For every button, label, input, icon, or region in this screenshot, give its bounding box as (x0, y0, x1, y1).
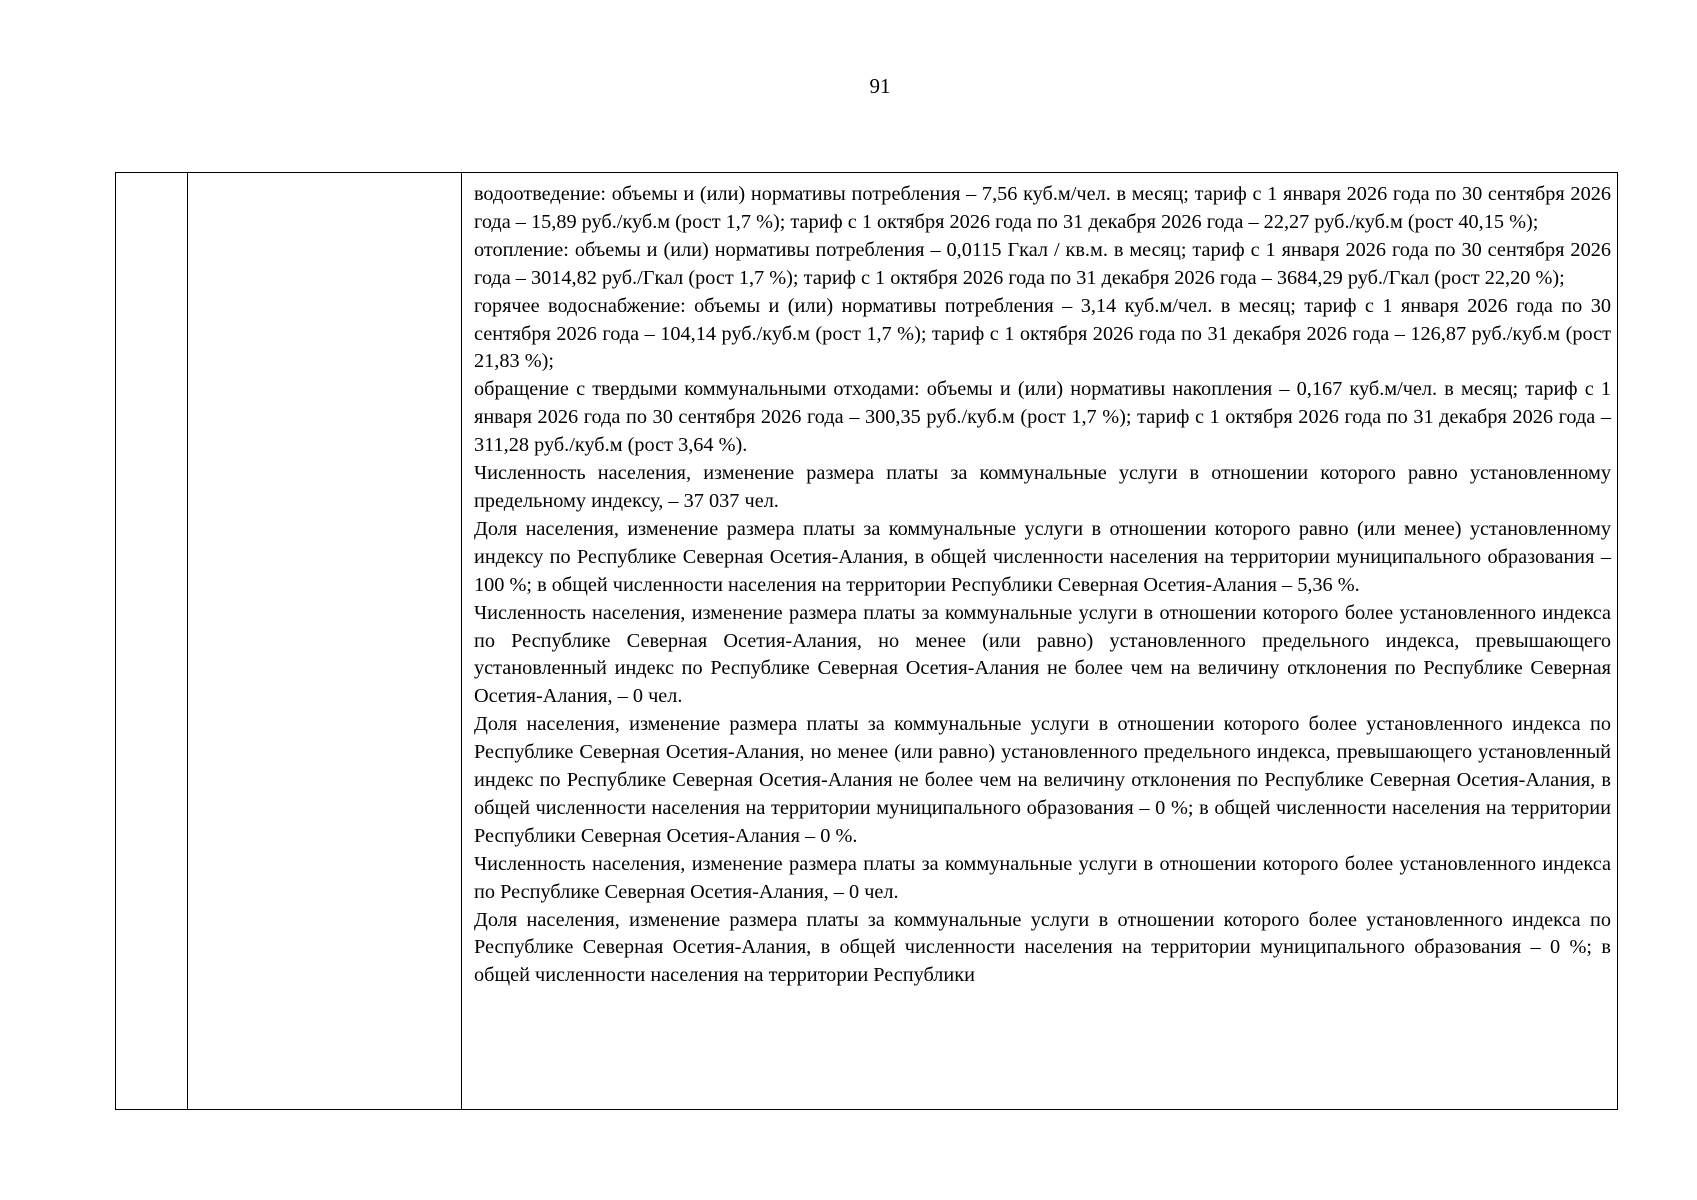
paragraph-solid-waste: обращение с твердыми коммунальными отходами: объемы и (или) нормативы накопления – 0,167 куб.м/чел. в месяц; тариф с 1 января 2026 года по 30 сентября 2026 года – 300,35 руб./куб.м (рост 1,7 %); тариф с 1 октября 2026 года по 31 декабря 2026 года –311,28 руб./куб.м (рост 3,64 %). (474, 378, 1611, 457)
table-column-number (116, 173, 188, 1109)
paragraph-population-more-index: Численность населения, изменение размера платы за коммунальные услуги в отношении которого более установленного индекса по Республике Северная Осетия-Алания, – 0 чел. (474, 852, 1611, 903)
table-column-name (188, 173, 462, 1109)
paragraph-hot-water: горячее водоснабжение: объемы и (или) нормативы потребления – 3,14 куб.м/чел. в месяц; тариф с 1 января 2026 года по 30 сентября 2026 года – 104,14 руб./куб.м (рост 1,7 %); тариф с 1 октября 2026 года по 31 декабря 2026 года – 126,87 руб./куб.м (рост 21,83 %); (474, 294, 1611, 373)
page-number: 91 (869, 74, 891, 98)
paragraph-share-above-index: Доля населения, изменение размера платы за коммунальные услуги в отношении которого более установленного индекса по Республике Северная Осетия-Алания, но менее (или равно) установленного предельного индекса, превышающего установленный индекс по Республике Северная Осетия-Алания не более чем на величину отклонения по Республике Северная Осетия-Алания, в общей численности населения на территории муниципального образования – 0 %; в общей численности населения на территории Республики Северная Осетия-Алания – 0 %. (474, 713, 1611, 847)
paragraph-share-more-index: Доля населения, изменение размера платы за коммунальные услуги в отношении которого более установленного индекса по Республике Северная Осетия-Алания, в общей численности населения на территории муниципального образования – 0 %; в общей численности населения на территории Республики (474, 908, 1611, 987)
table-column-description (462, 173, 1617, 1109)
paragraph-heating: отопление: объемы и (или) нормативы потребления – 0,0115 Гкал / кв.м. в месяц; тариф с 1 января 2026 года по 30 сентября 2026 года – 3014,82 руб./Гкал (рост 1,7 %); тариф с 1 октября 2026 года по 31 декабря 2026 года – 3684,29 руб./Гкал (рост 22,20 %); (474, 238, 1611, 289)
paragraph-population-above-index: Численность населения, изменение размера платы за коммунальные услуги в отношении которого более установленного индекса по Республике Северная Осетия-Алания, но менее (или равно) установленного предельного индекса, превышающего установленный индекс по Республике Северная Осетия-Алания не более чем на величину отклонения по Республике Северная Осетия-Алания, – 0 чел. (474, 601, 1611, 708)
paragraph-population-limit-index: Численность населения, изменение размера платы за коммунальные услуги в отношении которого равно установленному предельному индексу, – 37 037 чел. (474, 462, 1611, 512)
document-table (115, 172, 1618, 1110)
paragraph-water-disposal: водоотведение: объемы и (или) нормативы потребления – 7,56 куб.м/чел. в месяц; тариф с 1 января 2026 года по 30 сентября 2026 года – 15,89 руб./куб.м (рост 1,7 %); тариф с 1 октября 2026 года по 31 декабря 2026 года – 22,27 руб./куб.м (рост 40,15 %); (474, 183, 1611, 233)
paragraph-share-equal-index: Доля населения, изменение размера платы за коммунальные услуги в отношении которого равно (или менее) установленному индексу по Республике Северная Осетия-Алания, в общей численности населения на территории муниципального образования – 100 %; в общей численности населения на территории Республики Северная Осетия-Алания – 5,36 %. (474, 517, 1611, 596)
